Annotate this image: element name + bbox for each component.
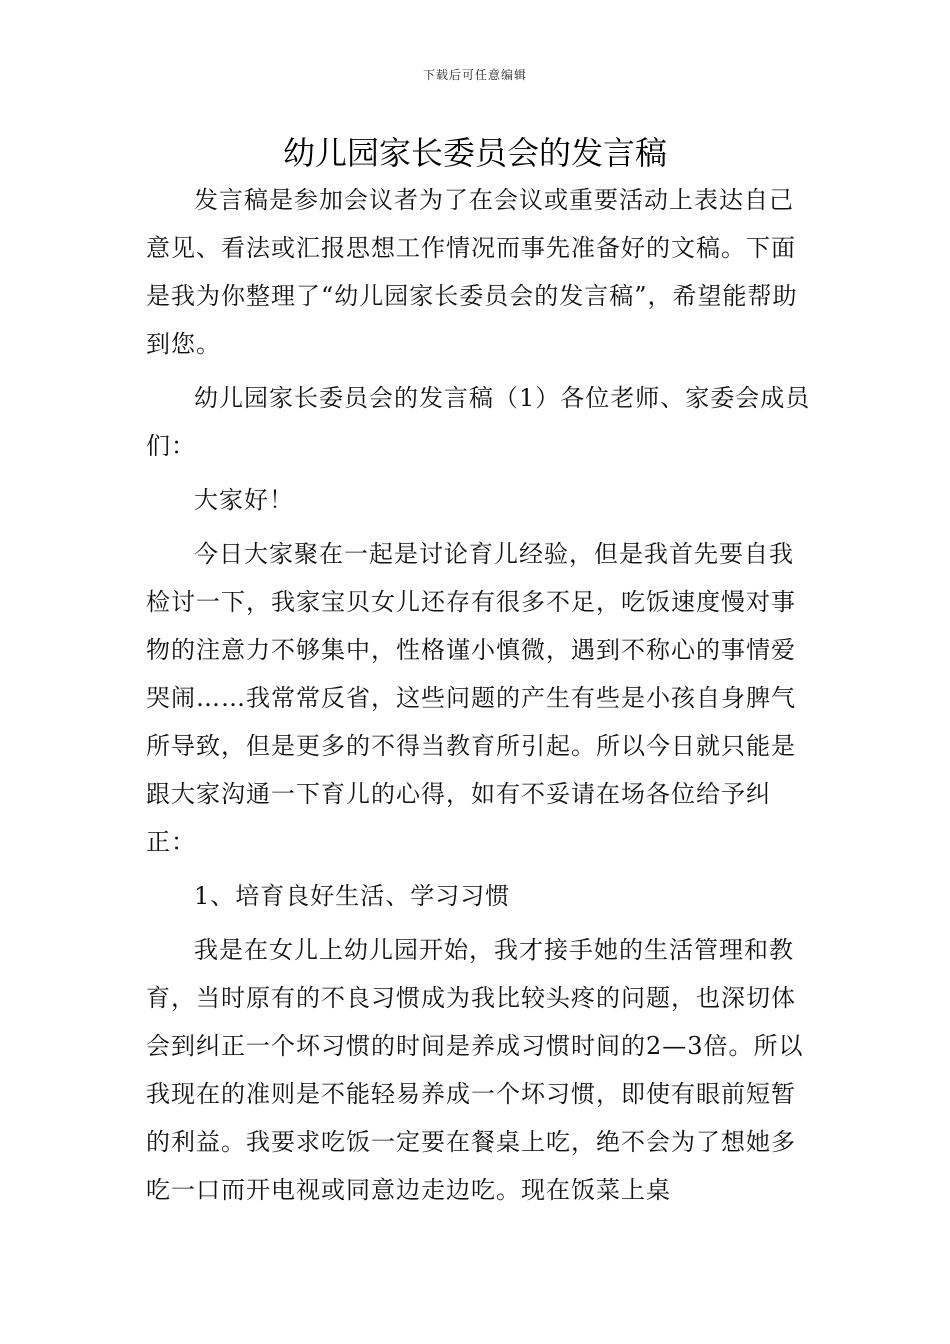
header-note: 下载后可任意编辑 (422, 68, 527, 82)
paragraph-salutation: 幼儿园家长委员会的发言稿（1）各位老师、家委会成员们： (146, 384, 811, 460)
document-title: 幼儿园家长委员会的发言稿 (282, 134, 667, 172)
paragraph-section-heading: 1、培育良好生活、学习习惯 (194, 882, 511, 910)
paragraph-intro: 发言稿是参加会议者为了在会议或重要活动上表达自己意见、看法或汇报思想工作情况而事先准备好的文稿。下面是我为你整理了“幼儿园家长委员会的发言稿”，希望能帮助到您。 (146, 186, 798, 358)
paragraph-greeting: 大家好！ (194, 486, 294, 514)
document-body (146, 176, 816, 1214)
paragraph-habits: 我是在女儿上幼儿园开始，我才接手她的生活管理和教育，当时原有的不良习惯成为我比较头疼的问题，也深切体会到纠正一个坏习惯的时间是养成习惯时间的2—3倍。所以我现在的准则是不能轻易养成一个坏习惯，即使有眼前短暂的利益。我要求吃饭一定要在餐桌上吃，绝不会为了想她多吃一口而开电视或同意边走边吃。现在饭菜上桌 (146, 936, 804, 1204)
paragraph-self-review: 今日大家聚在一起是讨论育儿经验，但是我首先要自我检讨一下，我家宝贝女儿还存有很多不足，吃饭速度慢对事物的注意力不够集中，性格谨小慎微，遇到不称心的事情爱哭闹……我常常反省，这些问题的产生有些是小孩自身脾气所导致，但是更多的不得当教育所引起。所以今日就只能是跟大家沟通一下育儿的心得，如有不妥请在场各位给予纠正： (146, 540, 796, 856)
